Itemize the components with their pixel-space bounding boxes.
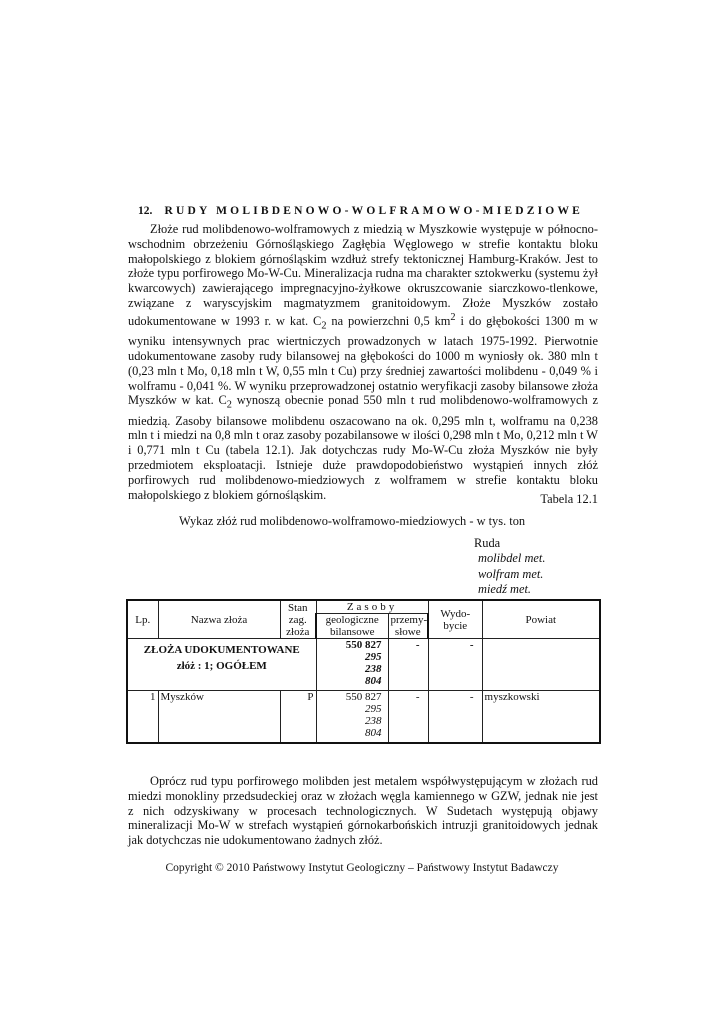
summary-powiat (482, 639, 600, 691)
table-header-row (127, 600, 600, 614)
section-heading: RUDY MOLIBDENOWO-WOLFRAMOWO-MIEDZIOWE (164, 205, 584, 217)
summary-przemyslowe: - (388, 639, 428, 691)
header-powiat: Powiat (482, 600, 600, 639)
header-geologiczne: geologiczne bilansowe (316, 614, 388, 639)
summary-geologiczne: 550 827 295 238 804 (316, 639, 388, 691)
header-zasoby: Zasoby (316, 600, 428, 614)
legend-item: miedź met. (478, 582, 531, 597)
ore-legend (474, 536, 545, 598)
table-caption: Wykaz złóż rud molibdenowo-wolframowo-miedziowych - w tys. ton (179, 514, 526, 528)
legend-item: molibdel met. (478, 551, 546, 566)
header-lp: Lp. (127, 600, 158, 639)
summary-row (127, 639, 600, 691)
row-name: Myszków (158, 691, 280, 743)
paragraph-intro: Złoże rud molibdenowo-wolframowych z miedzią w Myszkowie występuje w północno-wschodnim obrzeżeniu Górnośląskiego Zagłębia Węglowego w strefie kontaktu bloku małopolskiego z blokiem górnośląskim wzdłuż strefy tektonicznej Hamburg-Kraków. Jest to złoże typu porfirowego Mo-W-Cu. Mineralizacja rudna ma charakter sztokwerku (systemu żył kwarcowych) zawierającego impregnacyjno-żyłkowe okruszcowanie siarczkowo-tlenkowe, związane z waryscyjskim magmatyzmem granitoidowym. Złoże Myszków zostało udokumentowane w 1993 r. w kat. $C_2$ na powierzchni 0,5 $km^2$ i do głębokości 1300 m w wyniku intensywnych prac wiertniczych prowadzonych w latach 1975-1992. Pierwotnie udokumentowane zasoby rudy bilansowej na głębokości do 1000 m wyniosły ok. 380 mln t (0,23 mln t Mo, 0,18 mln t W, 0,55 mln t Cu) przy średniej zawartości molibdenu - 0,049 % i wolframu - 0,041 %. W wyniku przeprowadzonej ostatnio weryfikacji zasoby bilansowe złoża Myszków w kat. $C_2$ wynoszą obecnie ponad 550 mln t rud molibdenowo-wolframowych z miedzią. Zasoby bilansowe molibdenu oszacowano na ok. 0,295 mln t, wolframu na 0,238 mln t i miedzi na 0,8 mln t oraz zasoby pozabilansowe w ilości 0,298 mln t Mo, 0,212 mln t W i 0,771 mln t Cu (tabela 12.1). Jak dotychczas rudy Mo-W-Cu złoża Myszków nie były przedmiotem eksploatacji. Istnieje duże prawdopodobieństwo wystąpień innych złóż porfirowych rud molibdenowo-miedziowych z wolframem w strefie kontaktu bloku małopolskiego z blokiem górnośląskim. (128, 222, 598, 502)
copyright-footer: Copyright © 2010 Państwowy Instytut Geologiczny – Państwowy Instytut Badawczy (165, 862, 559, 874)
legend-item: wolfram met. (478, 566, 544, 581)
section-title (138, 205, 598, 217)
header-stan: Stan zag. złoża (280, 600, 316, 639)
section-number: 12. (138, 205, 153, 217)
header-name: Nazwa złoża (158, 600, 280, 639)
header-przemyslowe: przemy- słowe (388, 614, 428, 639)
summary-wydobycie: - (428, 639, 482, 691)
paragraph-other: Oprócz rud typu porfirowego molibden jest metalem współwystępującym w złożach rud miedzi monokliny przedsudeckiej oraz w złożach węgla kamiennego w GZW, jednak nie jest z nich odzyskiwany w procesach technologicznych. W Sudetach występują objawy mineralizacji Mo-W w strefach wystąpień górnokarbońskich intruzji granitoidowych jednak jak dotychczas nie udokumentowano żadnych złóż. (128, 774, 598, 848)
summary-label: ZŁOŻA UDOKUMENTOWANE złóż : 1; OGÓŁEM (127, 639, 316, 691)
row-powiat: myszkowski (482, 691, 600, 743)
row-wydobycie: - (428, 691, 482, 743)
deposits-table (126, 599, 601, 744)
row-lp: 1 (127, 691, 158, 743)
row-stan: P (280, 691, 316, 743)
header-wydobycie: Wydo- bycie (428, 600, 482, 639)
table-row (127, 691, 600, 743)
table-number: Tabela 12.1 (540, 492, 598, 506)
row-geologiczne: 550 827 295 238 804 (316, 691, 388, 743)
row-przemyslowe: - (388, 691, 428, 743)
legend-title: Ruda (474, 536, 501, 550)
